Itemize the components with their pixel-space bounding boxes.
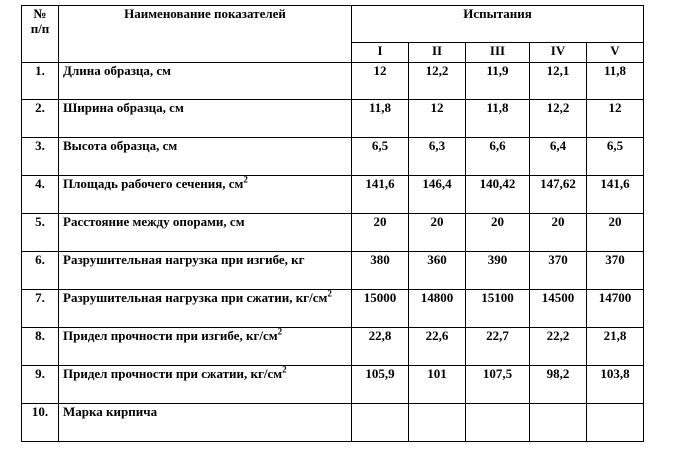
test-value-3: 20 <box>466 214 530 252</box>
test-value-4: 22,2 <box>530 328 587 366</box>
test-value-1: 11,8 <box>352 100 409 138</box>
row-indicator-text: Расстояние между опорами, см <box>63 214 245 229</box>
header-test-4: IV <box>530 43 587 63</box>
row-indicator-text: Разрушительная нагрузка при изгибе, кг <box>63 252 305 267</box>
unit-exponent: 2 <box>277 327 283 337</box>
test-value-3: 11,9 <box>466 63 530 100</box>
test-value-1: 105,9 <box>352 366 409 404</box>
test-value-2: 20 <box>409 214 466 252</box>
row-indicator-text: Высота образца, см <box>63 138 178 153</box>
test-value-2: 101 <box>409 366 466 404</box>
row-indicator-name <box>59 328 352 366</box>
row-number: 1. <box>22 63 59 100</box>
test-value-5: 12 <box>587 100 644 138</box>
row-indicator-name <box>59 100 352 138</box>
table-row <box>22 138 644 176</box>
row-indicator-name <box>59 214 352 252</box>
row-number: 4. <box>22 176 59 214</box>
test-value-4: 12,2 <box>530 100 587 138</box>
test-value-4: 12,1 <box>530 63 587 100</box>
header-number-cell <box>22 6 59 63</box>
row-number: 5. <box>22 214 59 252</box>
row-number: 9. <box>22 366 59 404</box>
table-row <box>22 404 644 442</box>
row-indicator-name <box>59 252 352 290</box>
test-value-4: 370 <box>530 252 587 290</box>
unit-exponent: 2 <box>243 175 248 185</box>
test-value-2: 360 <box>409 252 466 290</box>
header-test-5: V <box>587 43 644 63</box>
test-value-1: 22,8 <box>352 328 409 366</box>
test-value-3: 140,42 <box>466 176 530 214</box>
test-value-3: 107,5 <box>466 366 530 404</box>
row-number: 2. <box>22 100 59 138</box>
test-value-1: 6,5 <box>352 138 409 176</box>
test-value-1: 141,6 <box>352 176 409 214</box>
table-row <box>22 290 644 328</box>
test-value-5: 103,8 <box>587 366 644 404</box>
test-value-3: 15100 <box>466 290 530 328</box>
test-value-1: 20 <box>352 214 409 252</box>
test-value-3: 6,6 <box>466 138 530 176</box>
row-indicator-name <box>59 138 352 176</box>
test-value-1: 15000 <box>352 290 409 328</box>
header-indicator-name: Наименование показателей <box>59 6 352 63</box>
table-row <box>22 63 644 100</box>
row-indicator-text: Разрушительная нагрузка при сжатии, кг/см <box>63 290 328 305</box>
test-value-3: 390 <box>466 252 530 290</box>
row-number: 6. <box>22 252 59 290</box>
test-value-2: 146,4 <box>409 176 466 214</box>
row-number: 7. <box>22 290 59 328</box>
test-value-4: 14500 <box>530 290 587 328</box>
header-test-3: III <box>466 43 530 63</box>
row-indicator-name <box>59 404 352 442</box>
table-row <box>22 176 644 214</box>
table-row <box>22 100 644 138</box>
test-value-2: 6,3 <box>409 138 466 176</box>
test-value-5: 11,8 <box>587 63 644 100</box>
table-row <box>22 214 644 252</box>
test-results-table <box>21 5 644 442</box>
test-value-3: 11,8 <box>466 100 530 138</box>
test-value-5: 141,6 <box>587 176 644 214</box>
test-value-2: 12,2 <box>409 63 466 100</box>
header-number-abbr: п/п <box>30 21 50 36</box>
test-value-1: 12 <box>352 63 409 100</box>
test-value-2: 14800 <box>409 290 466 328</box>
test-value-3 <box>466 404 530 442</box>
header-row <box>22 6 644 43</box>
row-indicator-text: Марка кирпича <box>63 404 158 419</box>
unit-exponent: 2 <box>327 289 332 299</box>
row-indicator-name <box>59 366 352 404</box>
row-indicator-text: Площадь рабочего сечения, см <box>63 176 244 191</box>
test-value-4 <box>530 404 587 442</box>
test-value-2 <box>409 404 466 442</box>
test-value-2: 22,6 <box>409 328 466 366</box>
row-number: 8. <box>22 328 59 366</box>
row-indicator-name <box>59 176 352 214</box>
test-value-5: 370 <box>587 252 644 290</box>
test-value-4: 147,62 <box>530 176 587 214</box>
test-value-5: 21,8 <box>587 328 644 366</box>
table-row <box>22 252 644 290</box>
test-value-4: 6,4 <box>530 138 587 176</box>
unit-exponent: 2 <box>282 365 287 375</box>
test-value-5 <box>587 404 644 442</box>
test-value-4: 98,2 <box>530 366 587 404</box>
header-tests: Испытания <box>352 6 644 43</box>
table-row <box>22 366 644 404</box>
test-value-3: 22,7 <box>466 328 530 366</box>
row-indicator-name <box>59 290 352 328</box>
test-value-5: 14700 <box>587 290 644 328</box>
row-indicator-text: Длина образца, см <box>63 63 172 78</box>
table-body <box>22 63 644 442</box>
test-value-4: 20 <box>530 214 587 252</box>
row-number: 3. <box>22 138 59 176</box>
row-indicator-text: Ширина образца, см <box>63 100 184 115</box>
test-value-5: 6,5 <box>587 138 644 176</box>
header-test-1: I <box>352 43 409 63</box>
test-value-1 <box>352 404 409 442</box>
header-number-symbol: № <box>33 6 47 21</box>
test-value-1: 380 <box>352 252 409 290</box>
table-row <box>22 328 644 366</box>
test-value-5: 20 <box>587 214 644 252</box>
row-indicator-name <box>59 63 352 100</box>
row-indicator-text: Придел прочности при изгибе, кг/см <box>63 328 278 343</box>
row-indicator-text: Придел прочности при сжатии, кг/см <box>63 366 283 381</box>
row-number: 10. <box>22 404 59 442</box>
header-test-2: II <box>409 43 466 63</box>
test-value-2: 12 <box>409 100 466 138</box>
